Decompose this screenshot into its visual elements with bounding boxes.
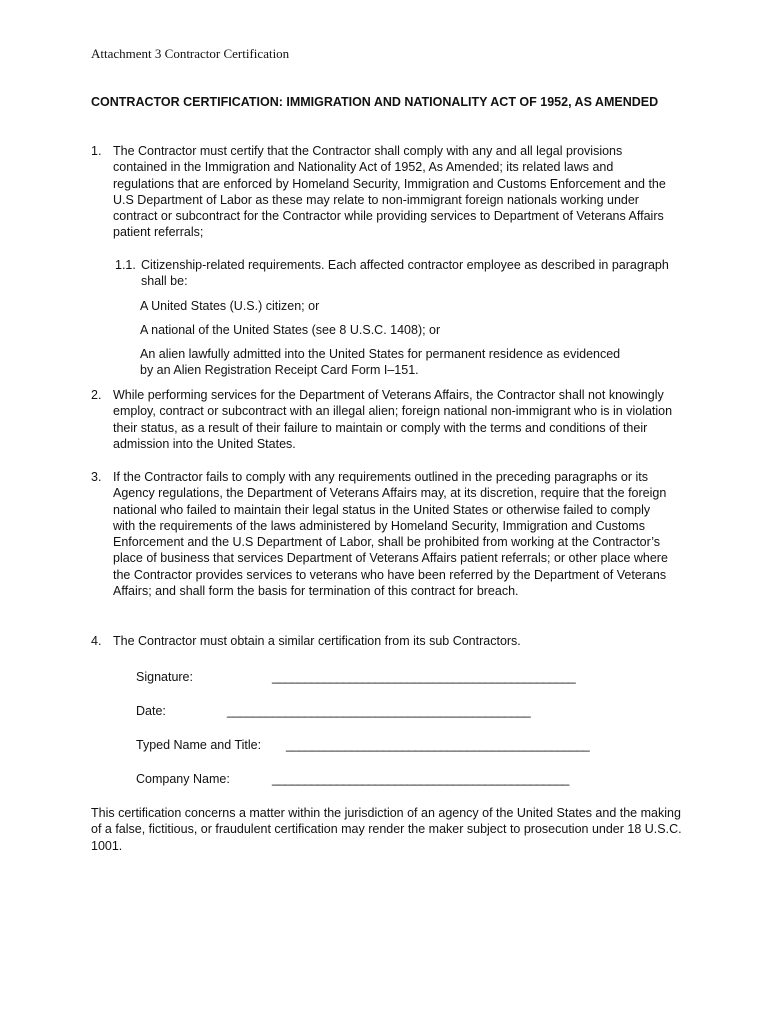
- typed-name-title-blank[interactable]: _______________________________________________: [286, 738, 590, 752]
- option-alien: An alien lawfully admitted into the United States for permanent residence as evidenced by an Alien Registration Receipt Card Form I–151.: [140, 347, 621, 378]
- item-number: 1.: [91, 144, 102, 158]
- item-text: The Contractor must certify that the Contractor shall comply with any and all legal provisions contained in the Immigration and Nationality Act of 1952, As Amended; its related laws and regulations that are enforced by Homeland Security, Immigration and Customs Enforcement and the U.S Department of Labor as these may relate to non-immigrant foreign nationals working under contract or subcontract for the Contractor while providing services to Department of Veterans Affairs patient referrals;: [113, 144, 666, 240]
- item-number: 4.: [91, 634, 102, 648]
- typed-name-title-label: Typed Name and Title:: [136, 738, 262, 752]
- date-blank[interactable]: _______________________________________________: [227, 704, 531, 718]
- item-text: While performing services for the Department of Veterans Affairs, the Contractor shall not knowingly employ, contract or subcontract with an illegal alien; foreign national non-immigrant who is in violation their status, as a result of their failure to maintain or comply with the terms and conditions of their admission into the United States.: [113, 388, 673, 451]
- option-citizen: A United States (U.S.) citizen; or: [140, 299, 320, 313]
- page-header: Attachment 3 Contractor Certification: [91, 46, 290, 61]
- certification-footer: This certification concerns a matter within the jurisdiction of an agency of the United States and the making of a false, fictitious, or fraudulent certification may render the maker subject to prosecution under 18 U.S.C. 1001.: [91, 806, 682, 853]
- item-text: The Contractor must obtain a similar certification from its sub Contractors.: [113, 634, 521, 648]
- date-label: Date:: [136, 704, 166, 718]
- signature-blank[interactable]: _______________________________________________: [272, 670, 576, 684]
- document-title: CONTRACTOR CERTIFICATION: IMMIGRATION AND NATIONALITY ACT OF 1952, AS AMENDED: [91, 95, 659, 109]
- company-name-label: Company Name:: [136, 772, 230, 786]
- option-national: A national of the United States (see 8 U.S.C. 1408); or: [140, 323, 441, 337]
- item-number: 3.: [91, 470, 102, 484]
- item-text: If the Contractor fails to comply with any requirements outlined in the preceding paragraphs or its Agency regulations, the Department of Veterans Affairs may, at its discretion, require that the foreign national who failed to maintain their legal status in the United States or otherwise failed to comply with the requirements of the laws administered by Homeland Security, Immigration and Customs Enforcement and the U.S Department of Labor, shall be prohibited from working at the Contractor’s place of business that services Department of Veterans Affairs patient referrals; or other place where the Contractor provides services to veterans who have been referred by the Department of Veterans Affairs; and shall form the basis for termination of this contract for breach.: [113, 470, 668, 599]
- sub-item-text: Citizenship-related requirements. Each affected contractor employee as described in paragraph shall be:: [141, 258, 669, 289]
- company-name-blank[interactable]: ______________________________________________: [272, 772, 569, 786]
- signature-label: Signature:: [136, 670, 193, 684]
- sub-item-number: 1.1.: [115, 258, 136, 272]
- item-number: 2.: [91, 388, 102, 402]
